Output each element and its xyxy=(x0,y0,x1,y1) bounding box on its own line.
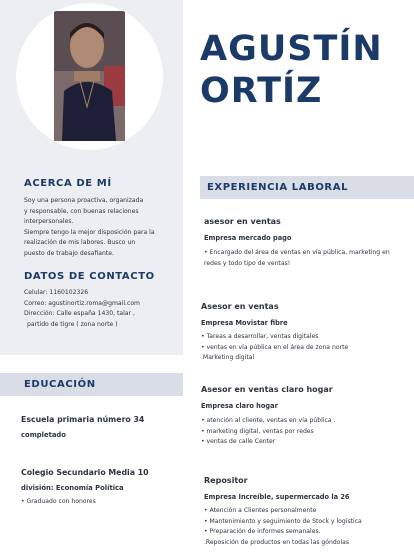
about-line: Siempre tengo la mejor disposición para la xyxy=(24,228,155,236)
job-company: Empresa claro hogar xyxy=(201,402,278,410)
job-company: Empresa Movistar fibre xyxy=(201,319,288,327)
school-detail: división: Economía Política xyxy=(21,484,124,492)
job-description xyxy=(204,506,362,548)
school-detail: completado xyxy=(21,431,66,439)
education-heading: EDUCACIÓN xyxy=(24,379,96,390)
school-note: • Graduado con honores xyxy=(21,498,96,505)
job-duty: • ventas de calle Center xyxy=(201,438,276,446)
job-duty: • Mantenimiento y seguimiento de Stock y logística xyxy=(204,517,362,525)
profile-photo xyxy=(54,11,125,141)
candidate-name xyxy=(200,28,383,112)
job-description xyxy=(204,248,390,269)
job-title: Repositor xyxy=(204,476,248,485)
job-duty: • Preparación de informes semanales. xyxy=(204,528,321,536)
experience-heading: EXPERIENCIA LABORAL xyxy=(207,182,349,193)
job-title: asesor en ventas xyxy=(204,217,281,226)
contact-address: Dirección: Calle españa 1430, talar , xyxy=(24,310,135,318)
about-line: interpersonales. xyxy=(24,218,74,226)
job-duty: • atención al cliente, ventas en vía pública . xyxy=(201,417,336,424)
about-line: y responsable, con buenas relaciones xyxy=(24,207,139,215)
job-duty: .Marketing digital xyxy=(201,354,255,362)
job-company: Empresa mercado pago xyxy=(204,234,292,242)
job-duty: • Atención a Clientes personalmente xyxy=(204,507,317,514)
job-duty: redes y todo tipo de ventas! xyxy=(204,259,291,267)
school-name: Escuela primaria número 34 xyxy=(21,415,145,424)
about-line: realización de mis labores. Busco un xyxy=(24,239,136,247)
contact-phone: Celular: 1160102326 xyxy=(24,289,89,296)
job-duty: • ventas en vía pública en el área de zona norte xyxy=(201,343,349,351)
contact-address-line2: partido de tigre ( zona norte ) xyxy=(27,320,118,328)
job-duty: • Encargado del área de ventas en vía pública, marketing en xyxy=(204,249,390,256)
about-text xyxy=(24,196,155,260)
about-line: Soy una persona proactiva, organizada xyxy=(24,197,144,204)
last-name: ORTÍZ xyxy=(200,71,323,111)
job-title: Asesor en ventas xyxy=(201,302,279,311)
job-duty: • marketing digital, ventas por redes xyxy=(201,427,314,435)
contact-text xyxy=(24,288,140,330)
job-title: Asesor en ventas claro hogar xyxy=(201,385,333,394)
contact-heading: DATOS DE CONTACTO xyxy=(24,271,155,282)
contact-email: Correo: agustinortiz.roma@gmail.com xyxy=(24,299,140,307)
job-description xyxy=(201,416,335,448)
profile-photo-frame xyxy=(16,3,163,150)
school-name: Colegio Secundario Media 10 xyxy=(21,468,149,477)
job-duty: • Tareas a desarrollar, ventas digitales xyxy=(201,333,319,340)
first-name: AGUSTÍN xyxy=(200,29,383,69)
job-duty: .Reposición de productos en todas las góndolas xyxy=(204,538,350,546)
about-line: puesto de trabajo desafiante. xyxy=(24,249,114,257)
job-description xyxy=(201,332,348,364)
job-company: Empresa Increíble, supermercado la 26 xyxy=(204,493,350,501)
about-heading: ACERCA DE MÍ xyxy=(24,178,112,189)
